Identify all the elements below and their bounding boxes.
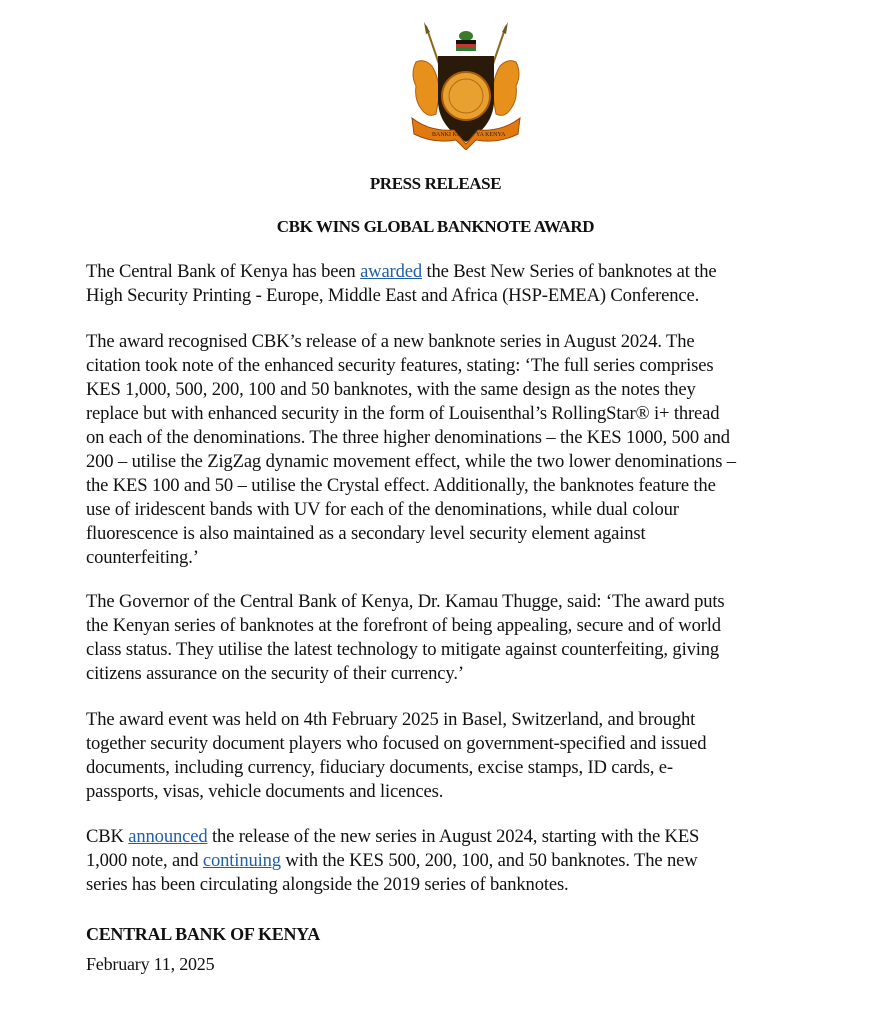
paragraph-line: documents, including currency, fiduciary documents, excise stamps, ID cards, e- <box>86 757 673 778</box>
paragraph-line: together security document players who focused on government-specified and issued <box>86 733 707 754</box>
paragraph-line: counterfeiting.’ <box>86 547 199 568</box>
release-date: February 11, 2025 <box>86 954 215 974</box>
continuing-link[interactable]: continuing <box>202 850 281 871</box>
banner-text-right: YA KENYA <box>476 132 506 138</box>
text-run: 1,000 note, and <box>86 850 203 871</box>
paragraph-line: High Security Printing - Europe, Middle East and Africa (HSP-EMEA) Conference. <box>86 285 700 306</box>
paragraph-line <box>86 825 846 849</box>
paragraph-line: KES 1,000, 500, 200, 100 and 50 banknotes, with the same design as the notes they <box>86 379 696 400</box>
awarded-link[interactable]: awarded <box>360 261 422 282</box>
spear-right-tip-icon <box>502 22 508 34</box>
cbk-coat-of-arms-logo <box>410 22 522 150</box>
text-run: The Central Bank of Kenya has been <box>86 261 361 282</box>
announced-link[interactable]: announced <box>128 826 208 847</box>
text-run: with the KES 500, 200, 100, and 50 banknotes. The new <box>280 850 698 871</box>
paragraph-line: The award event was held on 4th February 2025 in Basel, Switzerland, and brought <box>86 709 696 730</box>
paragraph-line: citation took note of the enhanced security features, stating: ‘The full series comprises <box>86 355 714 376</box>
lion-left-icon <box>413 61 440 116</box>
paragraph-line: use of iridescent bands with UV for each of the denominations, while dual colour <box>86 499 679 520</box>
paragraph-line: on each of the denominations. The three higher denominations – the KES 1000, 500 and <box>86 427 730 448</box>
paragraph-line <box>86 849 846 873</box>
paragraph-release <box>86 825 846 897</box>
signoff-organization: CENTRAL BANK OF KENYA <box>86 924 320 944</box>
paragraph-line: the KES 100 and 50 – utilise the Crystal effect. Additionally, the banknotes feature the <box>86 475 716 496</box>
paragraph-line: series has been circulating alongside the 2019 series of banknotes. <box>86 874 569 895</box>
paragraph-line: citizens assurance on the security of their currency.’ <box>86 663 464 684</box>
paragraph-line: The Governor of the Central Bank of Kenya, Dr. Kamau Thugge, said: ‘The award puts <box>86 591 725 612</box>
paragraph-line: replace but with enhanced security in the form of Louisenthal’s RollingStar® i+ thread <box>86 403 720 424</box>
lion-right-icon <box>492 61 519 116</box>
kenya-flag-icon <box>456 31 476 51</box>
paragraph-line: class status. They utilise the latest technology to mitigate against counterfeiting, giving <box>86 639 720 660</box>
paragraph-governor-quote <box>86 590 846 686</box>
banner-text-left: BANKI KUU <box>432 132 466 138</box>
paragraph-line: The award recognised CBK’s release of a new banknote series in August 2024. The <box>86 331 695 352</box>
paragraph-line: passports, visas, vehicle documents and licences. <box>86 781 444 802</box>
paragraph-line: 200 – utilise the ZigZag dynamic movement effect, while the two lower denominations – <box>86 451 736 472</box>
page-title: CBK WINS GLOBAL BANKNOTE AWARD <box>276 217 595 236</box>
press-release-label: PRESS RELEASE <box>369 174 502 193</box>
text-run: the Best New Series of banknotes at the <box>422 261 717 282</box>
paragraph-event <box>86 708 846 804</box>
text-run: CBK <box>86 826 129 847</box>
spear-left-tip-icon <box>424 22 430 34</box>
paragraph-line <box>86 260 846 284</box>
paragraph-line: the Kenyan series of banknotes at the forefront of being appealing, secure and of world <box>86 615 721 636</box>
paragraph-line: fluorescence is also maintained as a secondary level security element against <box>86 523 646 544</box>
paragraph-intro <box>86 260 846 308</box>
text-run: the release of the new series in August 2024, starting with the KES <box>207 826 700 847</box>
paragraph-citation <box>86 330 846 570</box>
